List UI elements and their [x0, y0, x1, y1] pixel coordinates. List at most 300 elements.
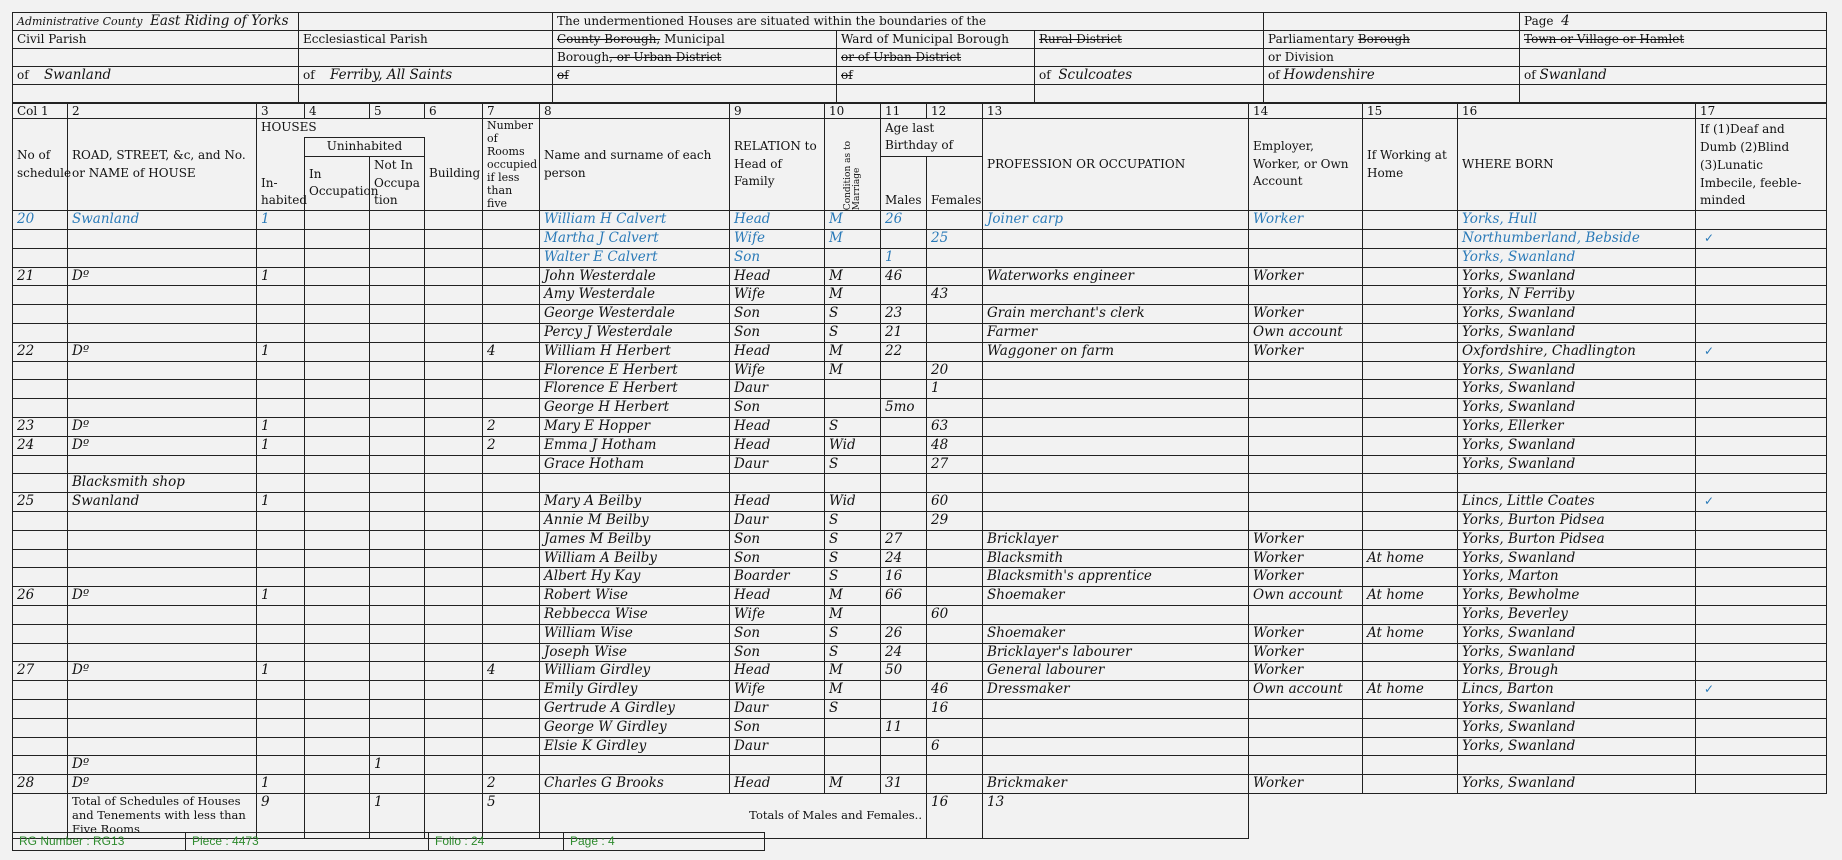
where-born-header: WHERE BORN — [1458, 119, 1696, 211]
age-header: Age last Birthday of — [881, 119, 983, 157]
employer-status-cell — [1249, 493, 1363, 512]
at-home-cell — [1363, 699, 1458, 718]
male-age-cell — [881, 493, 927, 512]
person-name-cell: Florence E Herbert — [540, 361, 730, 380]
building-cell — [425, 493, 483, 512]
infirmity-cell — [1696, 643, 1827, 662]
male-age-cell: 26 — [881, 624, 927, 643]
inhabited-cell — [257, 624, 305, 643]
female-age-cell — [927, 756, 983, 775]
occupation-cell — [983, 474, 1249, 493]
person-name-cell: Grace Hotham — [540, 455, 730, 474]
road-cell — [68, 681, 257, 700]
person-name-cell: George H Herbert — [540, 399, 730, 418]
road-cell — [68, 568, 257, 587]
road-header: ROAD, STREET, &c, and No. or NAME of HOUSE — [68, 119, 257, 211]
road-cell — [68, 511, 257, 530]
infirmity-cell — [1696, 587, 1827, 606]
schedule-number-cell — [13, 756, 68, 775]
table-row — [13, 699, 1827, 718]
intro-text: The undermentioned Houses are situated within the boundaries of the — [553, 13, 1264, 31]
road-cell: Dº — [68, 775, 257, 794]
road-cell: Swanland — [68, 211, 257, 230]
col-num: 11 — [881, 104, 927, 119]
occupation-cell — [983, 399, 1249, 418]
in-occupation-cell — [305, 323, 370, 342]
table-row — [13, 662, 1827, 681]
not-in-occupation-cell — [370, 455, 425, 474]
rooms-cell — [483, 511, 540, 530]
birthplace-cell: Yorks, Swanland — [1458, 643, 1696, 662]
parliamentary-value-cell: of Howdenshire — [1264, 67, 1520, 85]
at-home-cell — [1363, 436, 1458, 455]
town-value-cell: of Swanland — [1520, 67, 1827, 85]
inhabited-cell: 1 — [257, 775, 305, 794]
employer-status-cell — [1249, 229, 1363, 248]
person-name-cell: Mary E Hopper — [540, 417, 730, 436]
page-value: 4 — [1561, 13, 1570, 29]
occupation-cell: Blacksmith's apprentice — [983, 568, 1249, 587]
building-cell — [425, 699, 483, 718]
relation-cell: Son — [730, 305, 825, 324]
road-cell — [68, 229, 257, 248]
building-header: Building — [425, 137, 483, 210]
not-in-occupation-cell: 1 — [370, 756, 425, 775]
at-home-cell — [1363, 775, 1458, 794]
condition-cell: S — [825, 511, 881, 530]
condition-header: Condition as to Marriage — [825, 119, 881, 211]
schedule-number-cell: 20 — [13, 211, 68, 230]
road-cell — [68, 737, 257, 756]
female-age-cell — [927, 662, 983, 681]
ward-urban-label: or of Urban District — [837, 49, 1035, 67]
in-occupation-cell — [305, 342, 370, 361]
not-in-occupation-cell — [370, 530, 425, 549]
condition-cell — [825, 399, 881, 418]
at-home-cell — [1363, 248, 1458, 267]
civil-parish-label: Civil Parish — [13, 31, 299, 49]
in-occupation-cell — [305, 248, 370, 267]
col-num: 12 — [927, 104, 983, 119]
birthplace-cell: Yorks, Bewholme — [1458, 587, 1696, 606]
condition-cell — [825, 737, 881, 756]
employer-status-cell — [1249, 417, 1363, 436]
occupation-cell: Shoemaker — [983, 624, 1249, 643]
at-home-cell — [1363, 737, 1458, 756]
rooms-cell — [483, 737, 540, 756]
person-name-cell: Percy J Westerdale — [540, 323, 730, 342]
road-cell — [68, 248, 257, 267]
person-name-cell: William H Calvert — [540, 211, 730, 230]
at-home-cell — [1363, 530, 1458, 549]
inhabited-header: In-habited — [257, 137, 305, 210]
at-home-cell — [1363, 474, 1458, 493]
rooms-cell — [483, 605, 540, 624]
condition-cell: M — [825, 681, 881, 700]
employer-status-cell: Worker — [1249, 568, 1363, 587]
birthplace-cell: Oxfordshire, Chadlington — [1458, 342, 1696, 361]
building-cell — [425, 643, 483, 662]
birthplace-cell: Yorks, Burton Pidsea — [1458, 530, 1696, 549]
col-num: 14 — [1249, 104, 1363, 119]
road-cell — [68, 718, 257, 737]
person-name-cell: Florence E Herbert — [540, 380, 730, 399]
not-in-occupation-cell — [370, 286, 425, 305]
person-name-cell: Albert Hy Kay — [540, 568, 730, 587]
at-home-cell: At home — [1363, 587, 1458, 606]
infirmity-cell — [1696, 474, 1827, 493]
not-in-occupation-header: Not In Occupa tion — [370, 156, 425, 210]
employer-status-cell — [1249, 718, 1363, 737]
census-page — [12, 12, 1826, 839]
female-age-cell — [927, 305, 983, 324]
schedule-number-cell — [13, 286, 68, 305]
at-home-cell: At home — [1363, 624, 1458, 643]
road-cell: Swanland — [68, 493, 257, 512]
inhabited-cell — [257, 643, 305, 662]
page-footer: Page : 4 — [570, 834, 615, 848]
male-age-cell: 26 — [881, 211, 927, 230]
schedule-number-cell — [13, 361, 68, 380]
male-age-cell: 1 — [881, 248, 927, 267]
building-cell — [425, 549, 483, 568]
infirmity-cell — [1696, 737, 1827, 756]
rooms-cell — [483, 549, 540, 568]
civil-parish-value: Swanland — [43, 67, 112, 83]
at-home-cell — [1363, 493, 1458, 512]
birthplace-cell: Yorks, Hull — [1458, 211, 1696, 230]
infirmity-cell: ✓ — [1696, 681, 1827, 700]
birthplace-cell: Yorks, Swanland — [1458, 737, 1696, 756]
occupation-cell — [983, 248, 1249, 267]
birthplace-cell: Yorks, Swanland — [1458, 699, 1696, 718]
condition-cell — [825, 718, 881, 737]
folio-number: Folio : 24 — [429, 833, 564, 850]
rooms-cell: 2 — [483, 436, 540, 455]
person-name-cell: Robert Wise — [540, 587, 730, 606]
infirmity-cell — [1696, 267, 1827, 286]
occupation-cell — [983, 229, 1249, 248]
occupation-cell: Brickmaker — [983, 775, 1249, 794]
not-in-occupation-cell — [370, 474, 425, 493]
table-row — [13, 549, 1827, 568]
female-age-cell: 46 — [927, 681, 983, 700]
relation-cell: Head — [730, 662, 825, 681]
schedule-number-cell — [13, 549, 68, 568]
employer-status-cell: Worker — [1249, 643, 1363, 662]
building-cell — [425, 474, 483, 493]
not-in-occupation-cell — [370, 361, 425, 380]
not-in-occupation-cell — [370, 229, 425, 248]
inhabited-cell: 1 — [257, 211, 305, 230]
female-age-cell — [927, 775, 983, 794]
female-age-cell — [927, 267, 983, 286]
building-cell — [425, 342, 483, 361]
person-name-cell: Amy Westerdale — [540, 286, 730, 305]
employer-status-cell — [1249, 511, 1363, 530]
at-home-cell — [1363, 417, 1458, 436]
relation-cell: Son — [730, 718, 825, 737]
infirmity-cell — [1696, 756, 1827, 775]
houses-header: HOUSES — [257, 119, 483, 138]
person-name-cell: Mary A Beilby — [540, 493, 730, 512]
female-age-cell: 43 — [927, 286, 983, 305]
census-table — [12, 103, 1827, 839]
schedule-number-cell — [13, 643, 68, 662]
col-num: 4 — [305, 104, 370, 119]
at-home-cell — [1363, 342, 1458, 361]
rooms-cell — [483, 211, 540, 230]
building-cell — [425, 211, 483, 230]
relation-cell: Head — [730, 211, 825, 230]
building-cell — [425, 305, 483, 324]
table-row — [13, 643, 1827, 662]
at-home-cell — [1363, 643, 1458, 662]
schedule-number-cell — [13, 399, 68, 418]
condition-cell: S — [825, 699, 881, 718]
parliamentary-value: Howdenshire — [1283, 67, 1375, 83]
relation-cell: Son — [730, 399, 825, 418]
females-header: Females — [927, 156, 983, 210]
person-name-cell: Martha J Calvert — [540, 229, 730, 248]
infirmity-cell — [1696, 436, 1827, 455]
birthplace-cell: Yorks, Marton — [1458, 568, 1696, 587]
road-cell: Dº — [68, 342, 257, 361]
birthplace-cell: Yorks, Swanland — [1458, 549, 1696, 568]
male-age-cell — [881, 511, 927, 530]
road-cell: Dº — [68, 436, 257, 455]
relation-cell: Daur — [730, 380, 825, 399]
person-name-cell: Charles G Brooks — [540, 775, 730, 794]
building-cell — [425, 361, 483, 380]
record-footer — [12, 832, 765, 851]
rooms-header: Number of Rooms occupied if less than five — [483, 119, 540, 211]
employer-status-cell — [1249, 474, 1363, 493]
table-row — [13, 511, 1827, 530]
name-header: Name and surname of each person — [540, 119, 730, 211]
condition-cell: S — [825, 455, 881, 474]
relation-cell: Wife — [730, 605, 825, 624]
schedule-number-cell: 28 — [13, 775, 68, 794]
birthplace-cell: Yorks, Swanland — [1458, 436, 1696, 455]
relation-header: RELATION to Head of Family — [730, 119, 825, 211]
occupation-cell — [983, 436, 1249, 455]
relation-cell: Son — [730, 248, 825, 267]
schedule-number-cell — [13, 380, 68, 399]
in-occupation-cell — [305, 530, 370, 549]
employer-status-cell — [1249, 380, 1363, 399]
infirmity-cell — [1696, 399, 1827, 418]
inhabited-cell — [257, 681, 305, 700]
relation-cell: Son — [730, 624, 825, 643]
rural-district-label: Rural District — [1035, 31, 1264, 49]
person-name-cell: George Westerdale — [540, 305, 730, 324]
male-age-cell: 66 — [881, 587, 927, 606]
table-row — [13, 756, 1827, 775]
table-row — [13, 568, 1827, 587]
employer-status-cell: Worker — [1249, 549, 1363, 568]
relation-cell: Head — [730, 493, 825, 512]
occupation-cell: Farmer — [983, 323, 1249, 342]
schedule-number-cell — [13, 229, 68, 248]
in-occupation-cell — [305, 699, 370, 718]
condition-cell: M — [825, 605, 881, 624]
inhabited-cell — [257, 474, 305, 493]
census-rows — [13, 211, 1827, 794]
infirmity-cell: ✓ — [1696, 342, 1827, 361]
male-age-cell: 16 — [881, 568, 927, 587]
female-age-cell: 1 — [927, 380, 983, 399]
condition-cell: S — [825, 305, 881, 324]
male-age-cell: 24 — [881, 643, 927, 662]
birthplace-cell: Yorks, Ellerker — [1458, 417, 1696, 436]
column-number-row — [13, 104, 1827, 119]
female-age-cell — [927, 342, 983, 361]
building-cell — [425, 417, 483, 436]
female-age-cell: 60 — [927, 605, 983, 624]
rooms-cell — [483, 229, 540, 248]
rooms-cell — [483, 568, 540, 587]
in-occupation-cell — [305, 267, 370, 286]
table-row — [13, 342, 1827, 361]
table-row — [13, 211, 1827, 230]
rooms-cell — [483, 587, 540, 606]
employer-status-cell — [1249, 737, 1363, 756]
admin-county-cell — [13, 13, 299, 31]
ward-label: Ward of Municipal Borough — [837, 31, 1035, 49]
rooms-cell: 2 — [483, 775, 540, 794]
condition-cell: Wid — [825, 436, 881, 455]
infirmity-cell — [1696, 417, 1827, 436]
at-home-cell: At home — [1363, 549, 1458, 568]
schedule-number-cell — [13, 248, 68, 267]
infirmity-cell: ✓ — [1696, 229, 1827, 248]
rooms-cell — [483, 399, 540, 418]
schedule-number-cell — [13, 681, 68, 700]
infirmity-cell — [1696, 323, 1827, 342]
inhabited-cell — [257, 568, 305, 587]
infirmity-cell — [1696, 624, 1827, 643]
female-age-cell — [927, 530, 983, 549]
road-cell: Dº — [68, 662, 257, 681]
male-age-cell: 22 — [881, 342, 927, 361]
col-num: 7 — [483, 104, 540, 119]
relation-cell: Daur — [730, 699, 825, 718]
in-occupation-cell — [305, 511, 370, 530]
male-age-cell — [881, 756, 927, 775]
person-name-cell: Emma J Hotham — [540, 436, 730, 455]
table-row — [13, 323, 1827, 342]
table-row — [13, 380, 1827, 399]
col-num: 13 — [983, 104, 1249, 119]
inhabited-cell — [257, 248, 305, 267]
female-age-cell — [927, 474, 983, 493]
person-name-cell: Walter E Calvert — [540, 248, 730, 267]
occupation-cell — [983, 511, 1249, 530]
person-name-cell: George W Girdley — [540, 718, 730, 737]
female-age-cell: 63 — [927, 417, 983, 436]
total-inhabited: 9 — [257, 793, 305, 838]
road-cell — [68, 624, 257, 643]
rural-district-value-cell: of Sculcoates — [1035, 67, 1264, 85]
condition-cell: M — [825, 267, 881, 286]
person-name-cell: William Wise — [540, 624, 730, 643]
male-age-cell: 46 — [881, 267, 927, 286]
inhabited-cell — [257, 229, 305, 248]
person-name-cell: John Westerdale — [540, 267, 730, 286]
birthplace-cell: Yorks, Swanland — [1458, 399, 1696, 418]
female-age-cell — [927, 549, 983, 568]
male-age-cell: 27 — [881, 530, 927, 549]
person-name-cell: Emily Girdley — [540, 681, 730, 700]
infirmity-cell — [1696, 662, 1827, 681]
birthplace-cell: Yorks, Swanland — [1458, 323, 1696, 342]
condition-cell — [825, 756, 881, 775]
inhabited-cell: 1 — [257, 417, 305, 436]
county-borough-label: County Borough, Municipal — [553, 31, 837, 49]
division-label: or Division — [1264, 49, 1520, 67]
male-age-cell: 50 — [881, 662, 927, 681]
infirmity-cell — [1696, 455, 1827, 474]
table-row — [13, 587, 1827, 606]
road-cell — [68, 380, 257, 399]
condition-cell: S — [825, 624, 881, 643]
schedule-number-cell — [13, 455, 68, 474]
inhabited-cell — [257, 756, 305, 775]
at-home-cell — [1363, 756, 1458, 775]
infirmity-cell — [1696, 511, 1827, 530]
at-home-cell — [1363, 568, 1458, 587]
schedule-number-cell — [13, 699, 68, 718]
building-cell — [425, 737, 483, 756]
page-label: Page — [1524, 14, 1554, 28]
table-row — [13, 229, 1827, 248]
male-age-cell — [881, 436, 927, 455]
inhabited-cell — [257, 699, 305, 718]
condition-cell: M — [825, 211, 881, 230]
condition-cell: S — [825, 568, 881, 587]
in-occupation-cell — [305, 549, 370, 568]
relation-cell — [730, 474, 825, 493]
condition-cell — [825, 248, 881, 267]
rooms-cell — [483, 305, 540, 324]
in-occupation-cell — [305, 380, 370, 399]
table-row — [13, 530, 1827, 549]
road-cell — [68, 305, 257, 324]
person-name-cell: Elsie K Girdley — [540, 737, 730, 756]
birthplace-cell: Yorks, Swanland — [1458, 718, 1696, 737]
at-home-cell — [1363, 662, 1458, 681]
occupation-cell — [983, 605, 1249, 624]
not-in-occupation-cell — [370, 342, 425, 361]
female-age-cell — [927, 211, 983, 230]
female-age-cell: 20 — [927, 361, 983, 380]
relation-cell: Head — [730, 775, 825, 794]
building-cell — [425, 756, 483, 775]
infirmity-header: If (1)Deaf and Dumb (2)Blind (3)Lunatic Imbecile, feeble-minded — [1696, 119, 1827, 211]
at-home-cell — [1363, 455, 1458, 474]
in-occupation-cell — [305, 662, 370, 681]
table-row — [13, 361, 1827, 380]
in-occupation-cell — [305, 399, 370, 418]
person-name-cell: Gertrude A Girdley — [540, 699, 730, 718]
table-row — [13, 474, 1827, 493]
total-rooms: 5 — [483, 793, 540, 838]
road-cell — [68, 549, 257, 568]
building-cell — [425, 248, 483, 267]
eccl-parish-value-cell: of Ferriby, All Saints — [299, 67, 553, 85]
infirmity-cell — [1696, 605, 1827, 624]
